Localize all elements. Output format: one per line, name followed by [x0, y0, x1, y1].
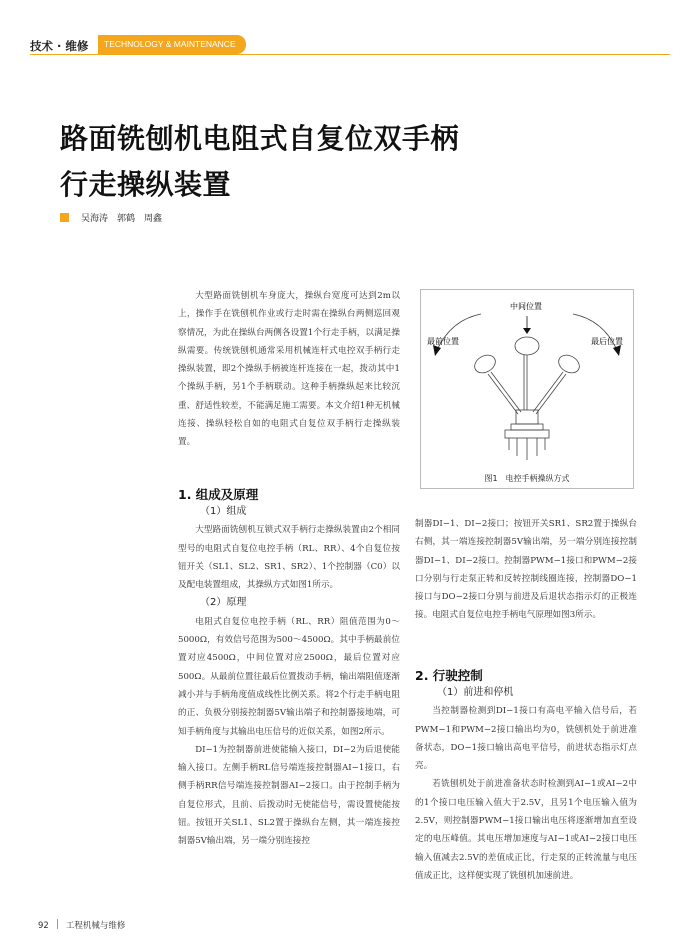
figure-1-caption: 图1 电控手柄操纵方式 — [484, 474, 570, 483]
authors — [60, 211, 162, 224]
header-divider — [30, 54, 670, 55]
label-mid-position: 中间位置 — [510, 302, 542, 311]
intro-text: 大型路面铣刨机车身庞大，操纵台宽度可达到2m以上，操作手在铣刨机作业或行走时需在操纵台两侧巡回观察情况，为此在操纵台两侧各设置1个行走手柄，以满足操纵需要。传统铣刨机通常采用机械连杆式电控双手柄行走操纵装置，即2个操纵手柄被连杆连接在一起，拨动其中1个操纵手柄，另1个手柄联动。这种手柄操纵起来比较沉重、舒适性较差，不能满足施工需要。本文介绍1种无机械连接、操纵轻松自如的电阻式自复位双手柄行走操纵装置。 — [178, 291, 400, 448]
label-front-position: 最前位置 — [427, 337, 459, 346]
section-label: 技术 · 维修 — [30, 39, 89, 53]
footer-separator — [57, 919, 58, 929]
intro-paragraph — [178, 287, 400, 452]
section-1 — [178, 485, 400, 503]
section-2 — [415, 666, 637, 684]
subsection-forward-stop: （1）前进和停机 — [437, 687, 514, 698]
page-footer — [38, 919, 125, 931]
section-tag: TECHNOLOGY & MAINTENANCE — [98, 35, 246, 54]
page-number: 92 — [38, 921, 49, 931]
forward-paragraph-1: 当控制器检测到DI−1接口有高电平输入信号后，若PWM−1和PWM−2接口输出均为0，铣刨机处于前进准备状态，DO−1接口输出高电平信号，前进状态指示灯点亮。 — [415, 706, 637, 772]
right-column-text — [415, 515, 637, 625]
handle-diagram — [421, 290, 633, 470]
title-line-2: 行走操纵装置 — [60, 168, 232, 201]
subsection-composition: （1）组成 — [200, 506, 247, 517]
section-2-heading: 2. 行驶控制 — [415, 668, 483, 683]
control-wiring-paragraph: 制器DI−1、DI−2接口；按钮开关SR1、SR2置于操纵台右侧，其一端连接控制器5V输出端，另一端分别连接控制器DI−1、DI−2接口。控制器PWM−1接口和PWM−2接口分别与行走泵正转和反转控制线圈连接，控制器DO−1接口与DO−2接口分别与前进及后退状态指示灯的正极连接。电阻式自复位电控手柄电气原理如图3所示。 — [415, 519, 637, 621]
section-1-heading: 1. 组成及原理 — [178, 487, 259, 502]
figure-1 — [420, 289, 634, 489]
title-line-1: 路面铣刨机电阻式自复位双手柄 — [60, 122, 460, 155]
composition-paragraph: 大型路面铣刨机互锁式双手柄行走操纵装置由2个相同型号的电阻式自复位电控手柄（RL、RR）、4个自复位按钮开关（SL1、SL2、SR1、SR2）、1个控制器（C0）以及配电装置组成，其操纵方式如图1所示。 — [178, 525, 400, 591]
label-back-position: 最后位置 — [591, 337, 623, 346]
principle-paragraph-2: DI−1为控制器前进使能输入接口，DI−2为后退使能输入接口。左侧手柄RL信号端连接控制器AI−1接口，右侧手柄RR信号端连接控制器AI−2接口。由于控制手柄为自复位形式，且前、后拨动时无使能信号，需设置使能按钮。按钮开关SL1、SL2置于操纵台左侧，其一端连接控制器5V输出端，另一端分别连接控 — [178, 744, 400, 847]
author-marker — [60, 213, 69, 222]
section-1-body — [178, 503, 400, 851]
author-names: 吴海涛 郭鹤 周鑫 — [81, 214, 163, 224]
forward-paragraph-2: 若铣刨机处于前进准备状态时检测到AI−1或AI−2中的1个接口电压输入值大于2.5V，且另1个电压输入值为2.5V，则控制器PWM−1接口输出电压将逐渐增加直至设定的电压峰值。其电压增加速度与AI−1或AI−2接口电压输入值减去2.5V的差值成正比，行走泵的正转流量与电压值成正比，这样便实现了铣刨机加速前进。 — [415, 779, 637, 881]
principle-paragraph-1: 电阻式自复位电控手柄（RL、RR）阻值范围为0～5000Ω，有效信号范围为500～4500Ω。其中手柄最前位置对应4500Ω，中间位置对应2500Ω，最后位置对应500Ω。从最前位置往最后位置拨动手柄，输出端阻值逐渐减小并与手柄角度值成线性比例关系。将2个行走手柄电阻的正、负极分别接控制器5V输出端子和控制器接地端，可知手柄角度与其输出电压信号的近似关系，如图2所示。 — [178, 616, 400, 737]
section-2-body — [415, 684, 637, 885]
article-title — [60, 116, 660, 208]
journal-name: 工程机械与维修 — [65, 921, 126, 931]
subsection-principle: （2）原理 — [200, 597, 247, 609]
